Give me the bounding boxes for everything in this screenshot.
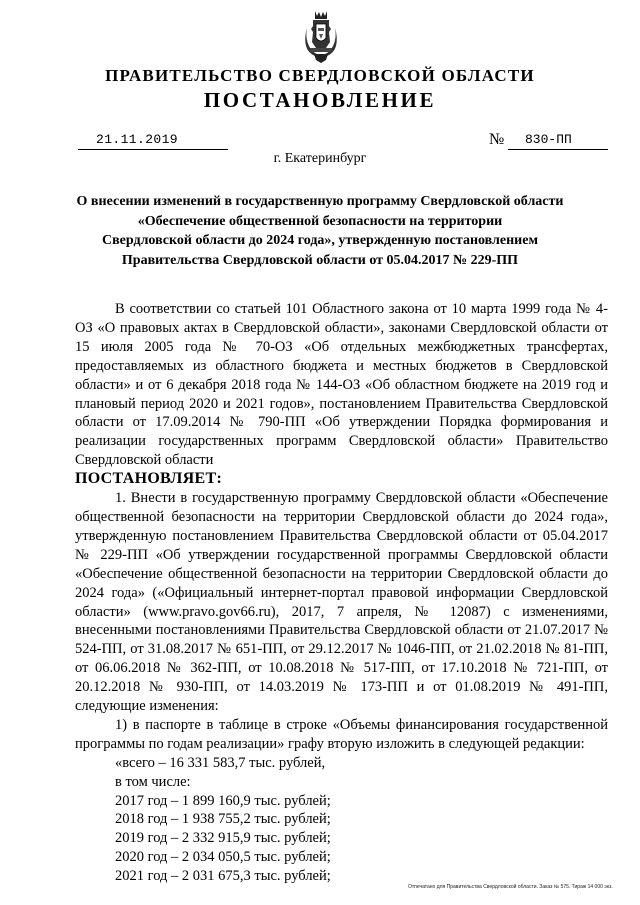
date-underline — [78, 149, 228, 150]
coat-of-arms-icon — [304, 8, 338, 64]
city: г. Екатеринбург — [273, 151, 367, 166]
authority-name: ПРАВИТЕЛЬСТВО СВЕРДЛОВСКОЙ ОБЛАСТИ — [105, 66, 535, 85]
title-line: «Обеспечение общественной безопасности на территории — [137, 213, 503, 229]
title-line: Свердловской области до 2024 года», утвержденную постановлением — [102, 233, 538, 248]
number-sign: № — [489, 131, 505, 148]
funding-line: 2019 год – 2 332 915,9 тыс. рублей; — [115, 830, 331, 847]
funding-line: 2018 год – 1 938 755,2 тыс. рублей; — [115, 811, 331, 828]
funding-line: «всего – 16 331 583,7 тыс. рублей, — [115, 754, 326, 771]
funding-line: в том числе: — [115, 773, 191, 790]
item-1-paragraph: 1. Внести в государственную программу Свердловской области «Обеспечение общественной безопасности на территории Свердловской области до 2024 года», утвержденную постановлением Правительства Свердловской области от 05.04.2017 № 229-ПП «Об утверждении государственной программы Свердловской области «Обеспечение общественной безопасности на территории Свердловской области до 2024 года» («Официальный интернет-портал правовой информации Свердловской области» (www.pravo.gov66.ru), 2017, 7 апреля, № 12087) с изменениями, внесенными постановлениями Правительства Свердловской области от 21.07.2017 № 524-ПП, от 31.08.2017 № 651-ПП, от 29.12.2017 № 1046-ПП, от 21.02.2018 № 81-ПП, от 06.06.2018 № 362-ПП, от 10.08.2018 № 517-ПП, от 17.10.2018 № 721-ПП, от 20.12.2018 № 930-ПП, от 14.03.2019 № 173-ПП и от 01.08.2019 № 491-ПП, следующие изменения: — [75, 490, 608, 715]
subitem-1-paragraph: 1) в паспорте в таблице в строке «Объемы финансирования государственной программы по годам реализации» графу вторую изложить в следующей редакции: — [75, 716, 608, 752]
document-title — [60, 192, 580, 270]
title-line: Правительства Свердловской области от 05.04.2017 № 229-ПП — [121, 252, 519, 268]
resolve-heading: ПОСТАНОВЛЯЕТ: — [75, 470, 223, 488]
document-type: ПОСТАНОВЛЕНИЕ — [203, 88, 437, 112]
intro-paragraph: В соответствии со статьей 101 Областного закона от 10 марта 1999 года № 4-ОЗ «О правовых актах в Свердловской области», законами Свердловской области от 15 июля 2005 года № 70-ОЗ «Об отдельных межбюджетных трансфертах, предоставляемых из областного бюджета и местных бюджетов в Свердловской области» и от 6 декабря 2018 года № 144-ОЗ «Об областном бюджете на 2019 год и плановый период 2020 и 2021 годов», постановлением Правительства Свердловской области от 17.09.2014 № 790-ПП «Об утверждении Порядка формирования и реализации государственных программ Свердловской области» Правительство Свердловской области — [75, 301, 608, 469]
print-footer: Отпечатано для Правительства Свердловской области. Заказ № 575. Тираж 14 000 экз. — [408, 884, 613, 890]
title-line: О внесении изменений в государственную программу Свердловской области — [76, 194, 564, 209]
document-date: 21.11.2019 — [96, 132, 179, 147]
document-number: 830-ПП — [525, 132, 572, 147]
number-underline — [508, 149, 608, 150]
funding-line: 2021 год – 2 031 675,3 тыс. рублей; — [115, 868, 331, 885]
funding-line: 2017 год – 1 899 160,9 тыс. рублей; — [115, 792, 331, 809]
funding-line: 2020 год – 2 034 050,5 тыс. рублей; — [115, 849, 331, 866]
document-body — [75, 300, 608, 886]
